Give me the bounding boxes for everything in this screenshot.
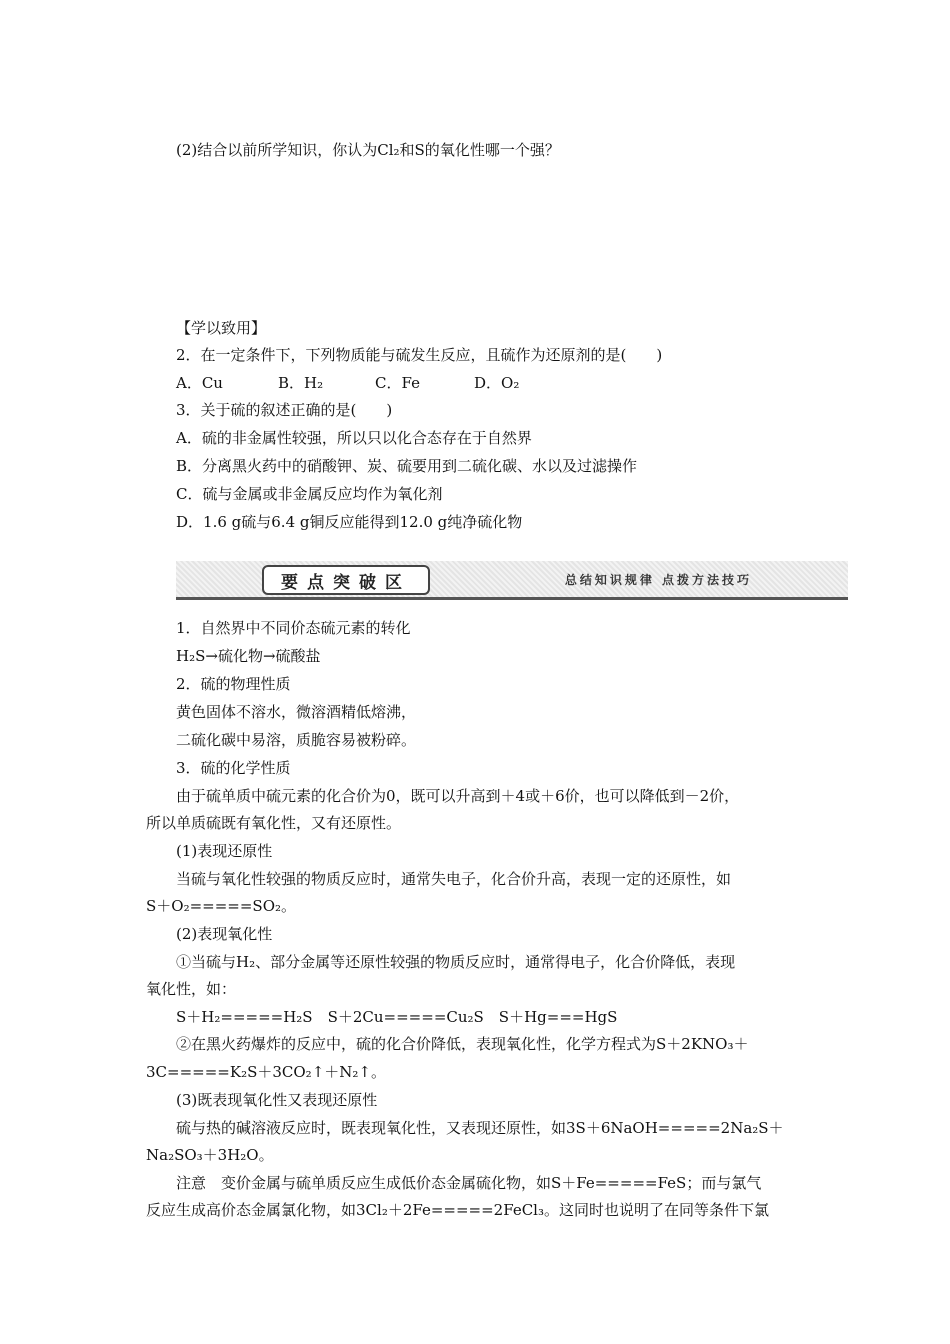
q3-option-b: B．分离黑火药中的硝酸钾、炭、硫要用到二硫化碳、水以及过滤操作 [176, 457, 638, 475]
sub-2-equations: S＋H₂=====H₂S S＋2Cu=====Cu₂S S＋Hg===HgS [176, 1008, 618, 1026]
banner-subtitle: 总结知识规律 点拨方法技巧 [564, 573, 752, 587]
point-2-line-2: 二硫化碳中易溶，质脆容易被粉碎。 [176, 731, 417, 749]
question-2: (2)结合以前所学知识，你认为Cl₂和S的氧化性哪一个强？ [176, 141, 560, 159]
point-3-text-2: 所以单质硫既有氧化性，又有还原性。 [146, 814, 402, 832]
sub-3-text-1: 硫与热的碱溶液反应时，既表现氧化性，又表现还原性，如3S＋6NaOH=====2Na₂S＋ [176, 1119, 784, 1137]
q3-option-c: C．硫与金属或非金属反应均作为氧化剂 [176, 485, 443, 503]
sub-1-text-2: S＋O₂=====SO₂。 [146, 897, 297, 915]
sub-2-b-1: ②在黑火药爆炸的反应中，硫的化合价降低，表现氧化性，化学方程式为S＋2KNO₃＋ [176, 1035, 749, 1053]
sub-3-title: (3)既表现氧化性又表现还原性 [176, 1091, 378, 1109]
point-3-title: 3．硫的化学性质 [176, 759, 291, 777]
q2-option-a: A．Cu [176, 374, 223, 392]
sub-3-text-2: Na₂SO₃＋3H₂O。 [146, 1146, 274, 1164]
sub-2-b-2: 3C=====K₂S＋3CO₂↑＋N₂↑。 [146, 1063, 386, 1081]
q2-option-c: C．Fe [375, 374, 420, 392]
q3-option-a: A．硫的非金属性较强，所以只以化合态存在于自然界 [176, 429, 532, 447]
banner-title: 要点突破区 [262, 565, 430, 595]
point-2-line-1: 黄色固体不溶水，微溶酒精低熔沸， [176, 703, 417, 721]
sub-1-title: (1)表现还原性 [176, 842, 273, 860]
practice-q2-stem: 2．在一定条件下，下列物质能与硫发生反应，且硫作为还原剂的是( ) [176, 346, 663, 364]
sub-2-a-2: 氧化性，如： [146, 980, 237, 998]
section-banner [176, 561, 848, 600]
practice-q3-stem: 3．关于硫的叙述正确的是( ) [176, 401, 393, 419]
sub-1-text-1: 当硫与氧化性较强的物质反应时，通常失电子，化合价升高，表现一定的还原性，如 [176, 870, 732, 888]
q2-option-b: B．H₂ [278, 374, 324, 392]
sub-2-a-1: ①当硫与H₂、部分金属等还原性较强的物质反应时，通常得电子，化合价降低，表现 [176, 953, 736, 971]
practice-heading: 【学以致用】 [176, 319, 267, 337]
note-line-1: 注意 变价金属与硫单质反应生成低价态金属硫化物，如S＋Fe=====FeS；而与氯气 [176, 1174, 762, 1192]
point-1-text: H₂S→硫化物→硫酸盐 [176, 647, 321, 665]
point-1-title: 1．自然界中不同价态硫元素的转化 [176, 619, 411, 637]
point-3-text-1: 由于硫单质中硫元素的化合价为0，既可以升高到＋4或＋6价，也可以降低到－2价， [176, 787, 740, 805]
q2-option-d: D．O₂ [474, 374, 520, 392]
note-line-2: 反应生成高价态金属氯化物，如3Cl₂＋2Fe=====2FeCl₃。这同时也说明了在同等条件下氯 [146, 1201, 769, 1219]
q3-option-d: D．1.6 g硫与6.4 g铜反应能得到12.0 g纯净硫化物 [176, 513, 523, 531]
point-2-title: 2．硫的物理性质 [176, 675, 291, 693]
sub-2-title: (2)表现氧化性 [176, 925, 273, 943]
